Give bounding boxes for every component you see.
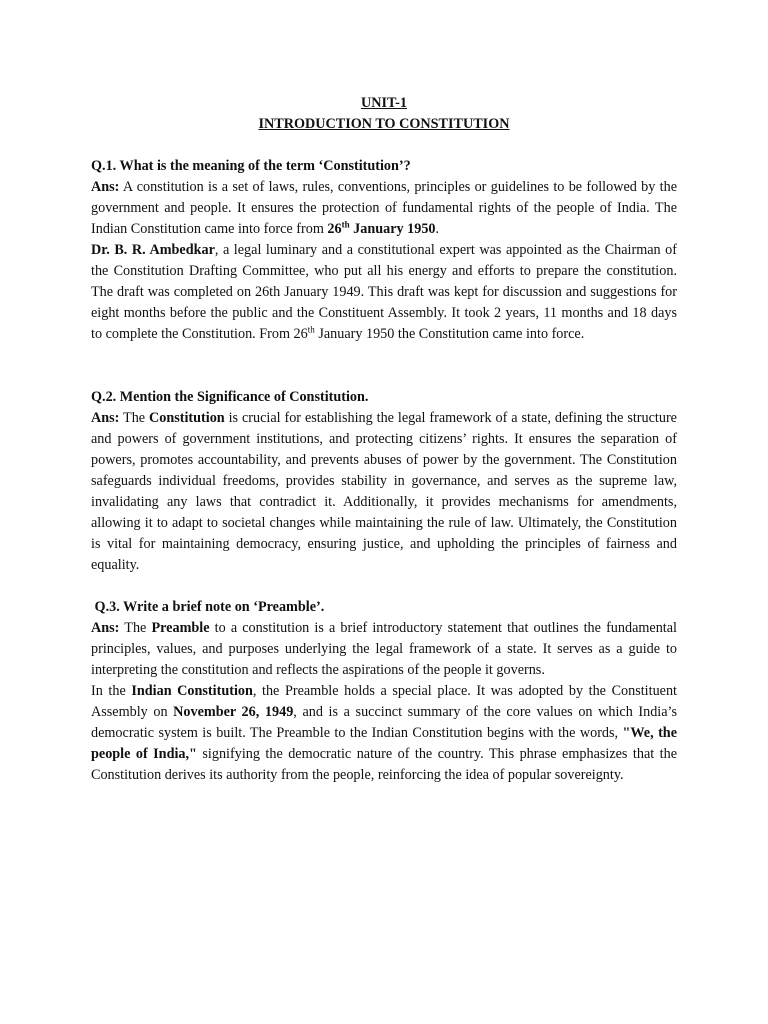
adoption-date-emphasis: November 26, 1949 — [173, 704, 294, 720]
answer-3-paragraph-1 — [91, 618, 677, 681]
answer-2-paragraph — [91, 408, 677, 576]
date-number: 26 — [327, 221, 342, 237]
answer-text: is crucial for establishing the legal framework of a state, defining the structure and powers of government institutions, and protecting citizens’ rights. It ensures the separation of powers, promotes accountability, and prevents abuses of power by the government. The Constitution safeguards individual freedoms, provides stability in governance, and serves as the supreme law, invalidating any laws that contradict it. Additionally, it provides mechanisms for amendments, allowing it to adapt to societal changes while maintaining the rule of law. Ultimately, the Constitution is vital for maintaining democracy, ensuring justice, and upholding the principles of fairness and equality. — [91, 410, 677, 573]
answer-3-paragraph-2 — [91, 681, 677, 786]
paragraph-text: , a legal luminary and a constitutional expert was appointed as the Chairman of the Constitution Drafting Committee, who put all his energy and efforts to prepare the constitution. The draft was completed on 26th January 1949. This draft was kept for discussion and suggestions for eight months before the public and the Constituent Assembly. It took 2 years, 11 months and 18 days to complete the Constitution. From 26 — [91, 242, 677, 342]
spacer — [91, 576, 677, 597]
paragraph-text-2: , and is a succinct summary of the core values on which India’s democratic system is built. The Preamble to the Indian Constitution begins with the words, — [91, 704, 678, 741]
answer-label: Ans: — [91, 179, 120, 195]
answer-label: Ans: — [91, 620, 120, 636]
preamble-emphasis: Preamble — [151, 620, 210, 636]
answer-text: to a constitution is a brief introductory statement that outlines the fundamental principles, values, and purposes underlying the legal framework of a state. It serves as a guide to interpreting the constitution and reflects the aspirations of the people it governs. — [91, 620, 677, 678]
answer-label: Ans: — [91, 410, 120, 426]
constitution-emphasis: Constitution — [149, 410, 225, 426]
answer-prefix: The — [119, 620, 152, 636]
answer-text: A constitution is a set of laws, rules, conventions, principles or guidelines to be followed by the government and people. It ensures the protection of fundamental rights of the people of India. The Indian Constitution came into force from — [91, 179, 677, 237]
date-emphasis — [327, 221, 435, 237]
answer-prefix: The — [119, 410, 150, 426]
answer-1-paragraph-2 — [91, 240, 677, 345]
we-the-people-quote: "We, the people of India," — [91, 725, 677, 762]
indian-constitution-emphasis: Indian Constitution — [131, 683, 253, 699]
paragraph-end: January 1950 the Constitution came into force. — [314, 326, 585, 342]
paragraph-text-1: , the Preamble holds a special place. It was adopted by the Constituent Assembly on — [91, 683, 677, 720]
paragraph-end: signifying the democratic nature of the country. This phrase emphasizes that the Constitution derives its authority from the people, reinforcing the idea of popular sovereignty. — [91, 746, 677, 783]
ambedkar-name: Dr. B. R. Ambedkar — [91, 242, 215, 258]
paragraph-prefix: In the — [91, 683, 132, 699]
answer-1-paragraph-1 — [91, 177, 677, 240]
page-title: INTRODUCTION TO CONSTITUTION — [258, 116, 510, 132]
question-1: Q.1. What is the meaning of the term ‘Constitution’? — [91, 158, 411, 174]
superscript: th — [307, 324, 315, 335]
date-end: . — [435, 221, 440, 237]
spacer — [91, 135, 677, 156]
question-2: Q.2. Mention the Significance of Constitution. — [91, 389, 369, 405]
date-rest: January 1950 — [349, 221, 436, 237]
date-superscript: th — [341, 219, 350, 230]
document-content — [91, 93, 677, 786]
spacer — [91, 345, 677, 387]
question-3: Q.3. Write a brief note on ‘Preamble’. — [91, 599, 325, 615]
unit-heading: UNIT-1 — [361, 95, 407, 111]
